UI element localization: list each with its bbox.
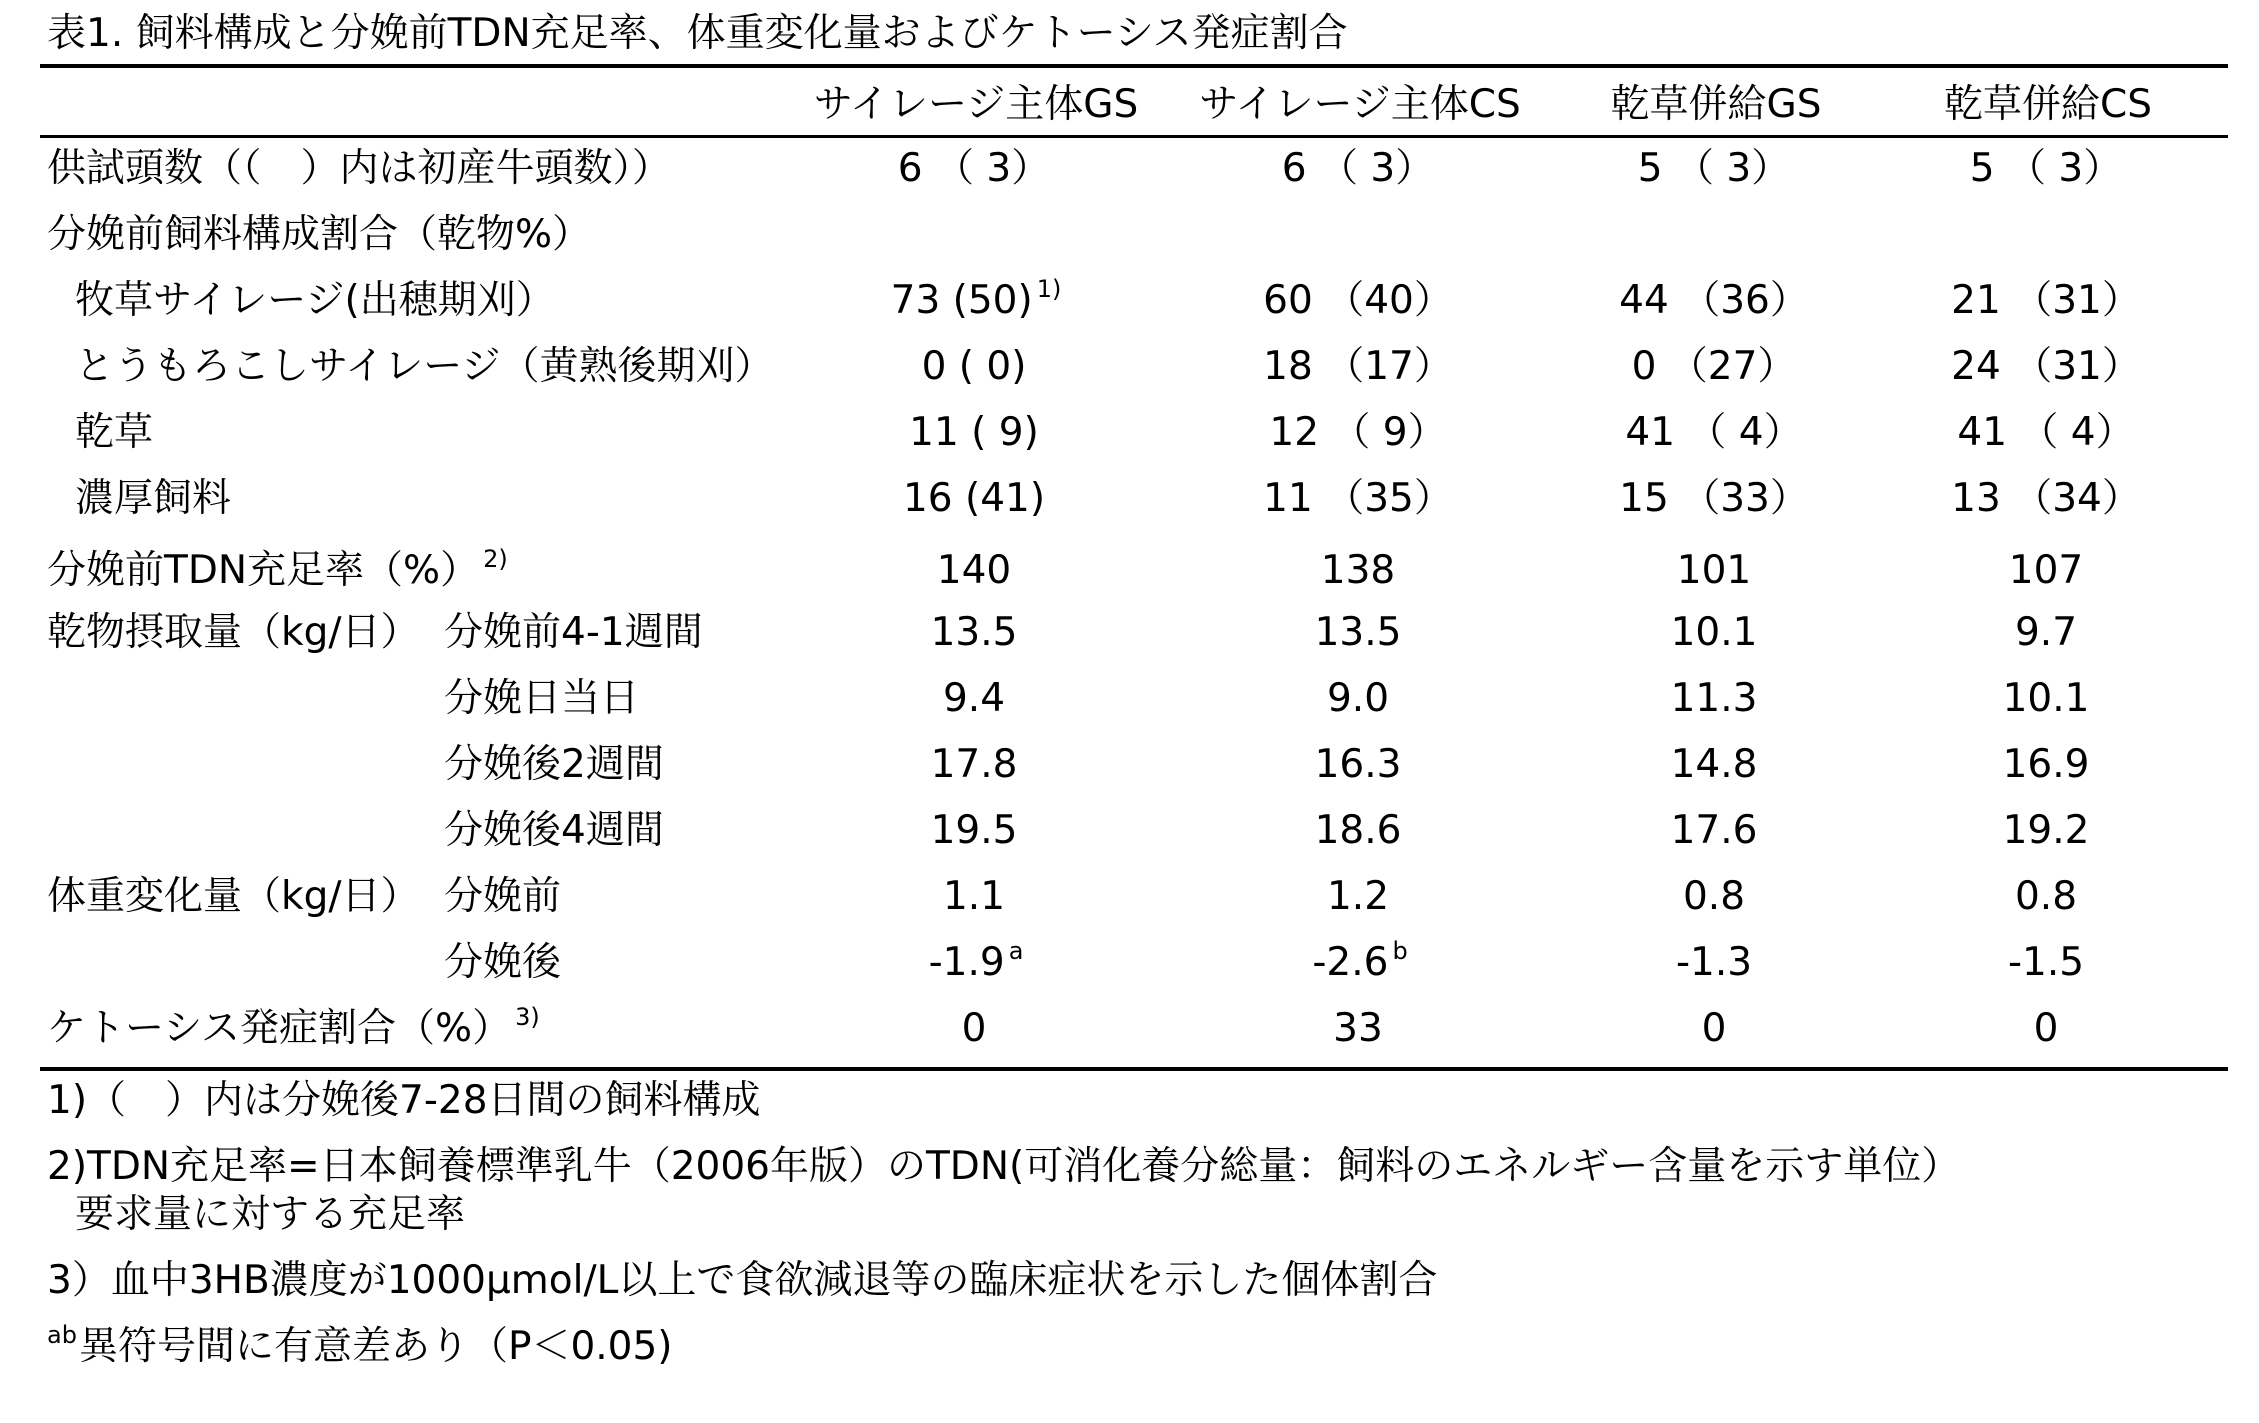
- row-label: [47, 872, 423, 922]
- cell-value: 11 （35）: [1263, 476, 1453, 521]
- row-label-text: 体重変化量（kg/日）: [47, 874, 420, 919]
- cell-value: 17.6: [1670, 808, 1758, 853]
- cell-value: 13.5: [930, 610, 1018, 655]
- row-label-text: 乾物摂取量（kg/日）: [47, 610, 420, 655]
- table-cell: [796, 342, 1156, 392]
- table-cell: [1536, 408, 1896, 458]
- cell-value: 13.5: [1314, 610, 1402, 655]
- cell-value: 138: [1320, 548, 1396, 593]
- table-cell: [796, 144, 1156, 194]
- cell-value: 6 （ 3）: [1281, 146, 1435, 191]
- row-label: [47, 806, 51, 856]
- footnote-ab-text: 異符号間に有意差あり（P＜0.05): [78, 1324, 673, 1369]
- cell-value: -1.9: [928, 940, 1005, 985]
- table-cell: [796, 546, 1156, 596]
- footnote-1: 1)（ ）内は分娩後7-28日間の飼料構成: [47, 1078, 761, 1123]
- cell-value: 21 （31）: [1951, 278, 2141, 323]
- cell-value: 9.7: [2014, 610, 2078, 655]
- row-label-text: とうもろこしサイレージ（黄熟後期刈）: [75, 344, 774, 389]
- cell-value: 1.2: [1326, 874, 1390, 919]
- cell-value: 13 （34）: [1951, 476, 2141, 521]
- cell-value: 5 （ 3）: [1969, 146, 2123, 191]
- cell-value: 60 （40）: [1263, 278, 1453, 323]
- table-cell: [1868, 674, 2228, 724]
- row-label-text: 濃厚飼料: [75, 476, 232, 521]
- table-cell: [1868, 806, 2228, 856]
- row-label: [75, 342, 778, 392]
- table-cell: [796, 276, 1156, 326]
- cell-value: -1.5: [2007, 940, 2085, 985]
- table-cell: [1180, 608, 1540, 658]
- cell-value: 18.6: [1314, 808, 1402, 853]
- row-label: [47, 938, 51, 988]
- row-sublabel: 分娩前4-1週間: [444, 610, 703, 655]
- row-label: [75, 474, 235, 524]
- cell-value: 14.8: [1670, 742, 1758, 787]
- footnote-3: 3）血中3HB濃度が1000μmol/L以上で食欲減退等の臨床症状を示した個体割合: [47, 1258, 1438, 1303]
- table-cell: [1180, 210, 1540, 260]
- cell-value: 41 （ 4）: [1957, 410, 2135, 455]
- row-label-footnote-mark: 3): [515, 1003, 540, 1031]
- cell-value: 6 （ 3）: [897, 146, 1051, 191]
- table-cell: [796, 806, 1156, 856]
- cell-value: 0: [961, 1006, 987, 1051]
- table-cell: [1536, 740, 1896, 790]
- cell-value: 73 (50): [890, 278, 1033, 323]
- table-cell: [1868, 608, 2228, 658]
- row-label-text: 牧草サイレージ(出穂期刈）: [75, 278, 555, 323]
- table-cell: [796, 408, 1156, 458]
- footnote-ab: [47, 1322, 673, 1372]
- cell-value: 9.4: [942, 676, 1006, 721]
- table-cell: [1536, 546, 1896, 596]
- cell-footnote-mark: a: [1008, 937, 1024, 965]
- row-label: [75, 408, 157, 458]
- table-cell: [1868, 408, 2228, 458]
- table-cell: [1180, 1004, 1540, 1054]
- table-cell: [1868, 276, 2228, 326]
- table-cell: [1180, 408, 1540, 458]
- table-cell: [1868, 872, 2228, 922]
- row-label-text: 分娩前TDN充足率（%）: [47, 548, 480, 593]
- cell-value: 16 (41): [902, 476, 1046, 521]
- row-label-text: 乾草: [75, 410, 154, 455]
- table-cell: [1180, 806, 1540, 856]
- cell-value: 24 （31）: [1951, 344, 2141, 389]
- cell-footnote-mark: 1): [1036, 275, 1062, 303]
- table-cell: [1180, 342, 1540, 392]
- row-label: [47, 674, 51, 724]
- table-cell: [1180, 740, 1540, 790]
- cell-value: 19.5: [930, 808, 1018, 853]
- cell-value: 17.8: [930, 742, 1018, 787]
- table-cell: [1868, 740, 2228, 790]
- cell-value: 0.8: [2014, 874, 2078, 919]
- table-title: 表1. 飼料構成と分娩前TDN充足率、体重変化量およびケトーシス発症割合: [47, 11, 1348, 56]
- table-cell: [796, 740, 1156, 790]
- table-cell: [1868, 342, 2228, 392]
- row-sublabel: 分娩後4週間: [444, 808, 664, 853]
- table-cell: [1180, 276, 1540, 326]
- row-label-text: 供試頭数（（ ）内は初産牛頭数））: [47, 146, 672, 191]
- cell-value: 15 （33）: [1619, 476, 1809, 521]
- cell-value: -1.3: [1675, 940, 1753, 985]
- cell-value: 10.1: [1670, 610, 1758, 655]
- row-label: [47, 546, 508, 596]
- cell-value: 10.1: [2002, 676, 2090, 721]
- table-cell: [796, 938, 1156, 988]
- table-cell: [1536, 144, 1896, 194]
- cell-value: 1.1: [942, 874, 1006, 919]
- column-header: 乾草併給GS: [1610, 82, 1822, 127]
- table-cell: [1180, 546, 1540, 596]
- cell-value: 0 （27）: [1631, 344, 1797, 389]
- row-label: [47, 210, 595, 260]
- row-label-text: 分娩前飼料構成割合（乾物%）: [47, 212, 592, 257]
- table-cell: [1536, 872, 1896, 922]
- cell-value: 0 ( 0): [921, 344, 1027, 389]
- table-cell: [796, 210, 1156, 260]
- table-cell: [796, 674, 1156, 724]
- table-cell: [1536, 674, 1896, 724]
- row-label: [47, 608, 423, 658]
- cell-value: 5 （ 3）: [1637, 146, 1791, 191]
- cell-value: 101: [1676, 548, 1752, 593]
- row-sublabel: 分娩前: [444, 874, 562, 919]
- row-label: [47, 144, 675, 194]
- row-sublabel: 分娩後2週間: [444, 742, 664, 787]
- footnote-2: 2)TDN充足率=日本飼養標準乳牛（2006年版）のTDN(可消化養分総量：飼料のエネルギー含量を示す単位）: [47, 1144, 1961, 1189]
- table-cell: [1180, 474, 1540, 524]
- cell-value: 16.9: [2002, 742, 2090, 787]
- row-label-footnote-mark: 2): [483, 545, 508, 573]
- row-sublabel: 分娩後: [444, 940, 562, 985]
- footnote-ab-mark: ab: [47, 1321, 77, 1349]
- cell-footnote-mark: b: [1392, 937, 1408, 965]
- cell-value: 33: [1333, 1006, 1383, 1051]
- row-sublabel: 分娩日当日: [444, 676, 640, 721]
- cell-value: 41 （ 4）: [1625, 410, 1803, 455]
- row-label: [47, 740, 51, 790]
- table-cell: [1536, 474, 1896, 524]
- table-cell: [796, 608, 1156, 658]
- table-cell: [1868, 144, 2228, 194]
- table-cell: [1868, 1004, 2228, 1054]
- table-cell: [1536, 1004, 1896, 1054]
- table-cell: [1868, 474, 2228, 524]
- cell-value: 107: [2008, 548, 2084, 593]
- cell-value: 11.3: [1670, 676, 1758, 721]
- table-cell: [1180, 938, 1540, 988]
- cell-value: 12 （ 9）: [1269, 410, 1447, 455]
- table-cell: [1180, 674, 1540, 724]
- table-cell: [1868, 546, 2228, 596]
- table-cell: [1536, 608, 1896, 658]
- cell-value: 19.2: [2002, 808, 2090, 853]
- table-cell: [1536, 938, 1896, 988]
- table-cell: [1180, 144, 1540, 194]
- cell-value: -2.6: [1312, 940, 1389, 985]
- table-cell: [1536, 342, 1896, 392]
- table-cell: [796, 474, 1156, 524]
- table-cell: [1536, 806, 1896, 856]
- column-header: 乾草併給CS: [1944, 82, 2152, 127]
- row-label-text: ケトーシス発症割合（%）: [47, 1006, 512, 1051]
- cell-value: 9.0: [1326, 676, 1390, 721]
- table-cell: [796, 1004, 1156, 1054]
- cell-value: 0.8: [1682, 874, 1746, 919]
- row-label: [75, 276, 559, 326]
- column-header: サイレージ主体CS: [1199, 82, 1521, 127]
- footnote-2-cont: 要求量に対する充足率: [75, 1192, 466, 1237]
- table-cell: [1868, 938, 2228, 988]
- cell-value: 0: [2033, 1006, 2059, 1051]
- cell-value: 16.3: [1314, 742, 1402, 787]
- table-cell: [1180, 872, 1540, 922]
- table-cell: [1536, 210, 1896, 260]
- cell-value: 18 （17）: [1263, 344, 1453, 389]
- table-cell: [796, 872, 1156, 922]
- column-header: サイレージ主体GS: [813, 82, 1139, 127]
- cell-value: 11 ( 9): [909, 410, 1039, 455]
- cell-value: 44 （36）: [1619, 278, 1809, 323]
- cell-value: 140: [936, 548, 1012, 593]
- table-cell: [1868, 210, 2228, 260]
- table-cell: [1536, 276, 1896, 326]
- cell-value: 0: [1701, 1006, 1727, 1051]
- row-label: [47, 1004, 540, 1054]
